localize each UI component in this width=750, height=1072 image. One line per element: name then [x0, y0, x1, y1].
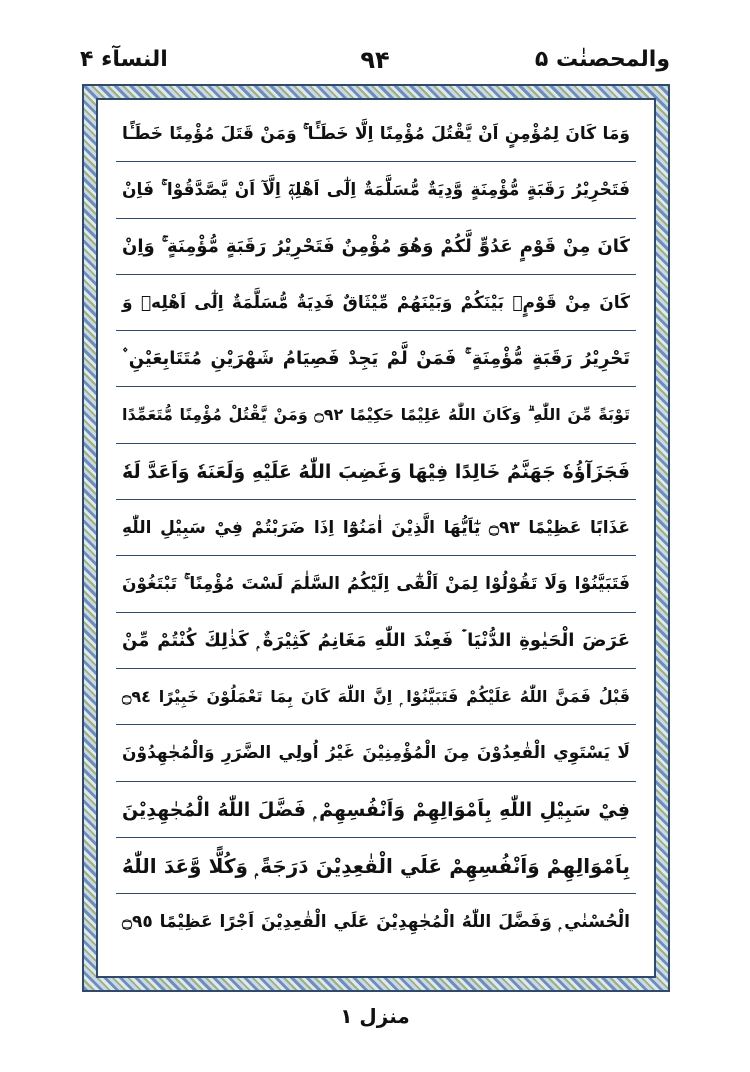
ayah-lines [116, 106, 636, 970]
ayah-line-15: الْحُسْنٰي ۭ وَفَضَّلَ اللّٰهُ الْمُجٰهِدِيْنَ عَلَي الْقٰعِدِيْنَ اَجْرًا عَظِيْمًا ۝٩٥ [122, 912, 630, 933]
ayah-line-5: تَحْرِيْرُ رَقَبَةٍ مُّؤْمِنَةٍ ۚ فَمَنْ لَّمْ يَجِدْ فَصِيَامُ شَهْرَيْنِ مُتَتَابِعَيْنِ ۫ [116, 331, 636, 387]
ayah-line-3: كَانَ مِنْ قَوْمٍ عَدُوٍّ لَّكُمْ وَهُوَ مُؤْمِنٌ فَتَحْرِيْرُ رَقَبَةٍ مُّؤْمِنَةٍ ۚ وَاِنْ [116, 219, 636, 275]
ayah-line-11: قَبْلُ فَمَنَّ اللّٰهُ عَلَيْكُمْ فَتَبَيَّنُوْا ۭ اِنَّ اللّٰهَ كَانَ بِمَا تَعْمَلُوْنَ خَبِيْرًا ۝٩٤ [116, 669, 636, 725]
ayah-line-7: فَجَزَآؤُهٗ جَهَنَّمُ خَالِدًا فِيْهَا وَغَضِبَ اللّٰهُ عَلَيْهِ وَلَعَنَهٗ وَاَعَدَّ لَهٗ [116, 444, 636, 500]
ayah-line-8: عَذَابًا عَظِيْمًا ۝٩٣ يٰٓاَيُّهَا الَّذِيْنَ اٰمَنُوْٓا اِذَا ضَرَبْتُمْ فِيْ سَبِيْلِ اللّٰهِ [116, 500, 636, 556]
ayah-line-9: فَتَبَيَّنُوْا وَلَا تَقُوْلُوْا لِمَنْ اَلْقٰٓى اِلَيْكُمُ السَّلٰمَ لَسْتَ مُؤْمِنًا ۚ تَبْتَغُوْنَ [116, 556, 636, 612]
ayah-line-4: كَانَ مِنْ قَوْمٍۢ بَيْنَكُمْ وَبَيْنَهُمْ مِّيْثَاقٌ فَدِيَةٌ مُّسَلَّمَةٌ اِلٰٓى اَهْلِهٖ وَ [116, 275, 636, 331]
surah-name: النسآء ۴ [80, 47, 168, 72]
page-header [80, 40, 670, 80]
ayah-line-10: عَرَضَ الْحَيٰوةِ الدُّنْيَا ۡ فَعِنْدَ اللّٰهِ مَغَانِمُ كَثِيْرَةٌ ۭ كَذٰلِكَ كُنْتُمْ مِّنْ [116, 613, 636, 669]
decorative-border [82, 84, 670, 992]
juz-name: والمحصنٰت ۵ [534, 47, 670, 72]
page-number: ۹۴ [360, 46, 390, 74]
ayah-line-13: فِيْ سَبِيْلِ اللّٰهِ بِاَمْوَالِهِمْ وَاَنْفُسِهِمْ ۭ فَضَّلَ اللّٰهُ الْمُجٰهِدِيْنَ [116, 782, 636, 838]
ayah-line-14: بِاَمْوَالِهِمْ وَاَنْفُسِهِمْ عَلَي الْقٰعِدِيْنَ دَرَجَةً ۭ وَكُلًّا وَّعَدَ اللّٰهُ [116, 838, 636, 894]
ayah-line-6: تَوْبَةً مِّنَ اللّٰهِ ۗ وَكَانَ اللّٰهُ عَلِيْمًا حَكِيْمًا ۝٩٢ وَمَنْ يَّقْتُلْ مُؤْمِنًا مُّتَعَمِّدًا [116, 387, 636, 443]
text-panel [96, 98, 656, 978]
ayah-line-12: لَا يَسْتَوِي الْقٰعِدُوْنَ مِنَ الْمُؤْمِنِيْنَ غَيْرُ اُولِي الضَّرَرِ وَالْمُجٰهِدُوْنَ [116, 725, 636, 781]
ayah-line-1: وَمَا كَانَ لِمُؤْمِنٍ اَنْ يَّقْتُلَ مُؤْمِنًا اِلَّا خَطَـًٔا ۚ وَمَنْ قَتَلَ مُؤْمِنًا خَطَـًٔا [116, 106, 636, 162]
manzil-label: منزل ۱ [340, 1004, 410, 1028]
ayah-line-2: فَتَحْرِيْرُ رَقَبَةٍ مُّؤْمِنَةٍ وَّدِيَةٌ مُّسَلَّمَةٌ اِلٰٓى اَهْلِهٖٓ اِلَّآ اَنْ يَّصَّدَّقُوْا ۚ فَاِنْ [116, 162, 636, 218]
